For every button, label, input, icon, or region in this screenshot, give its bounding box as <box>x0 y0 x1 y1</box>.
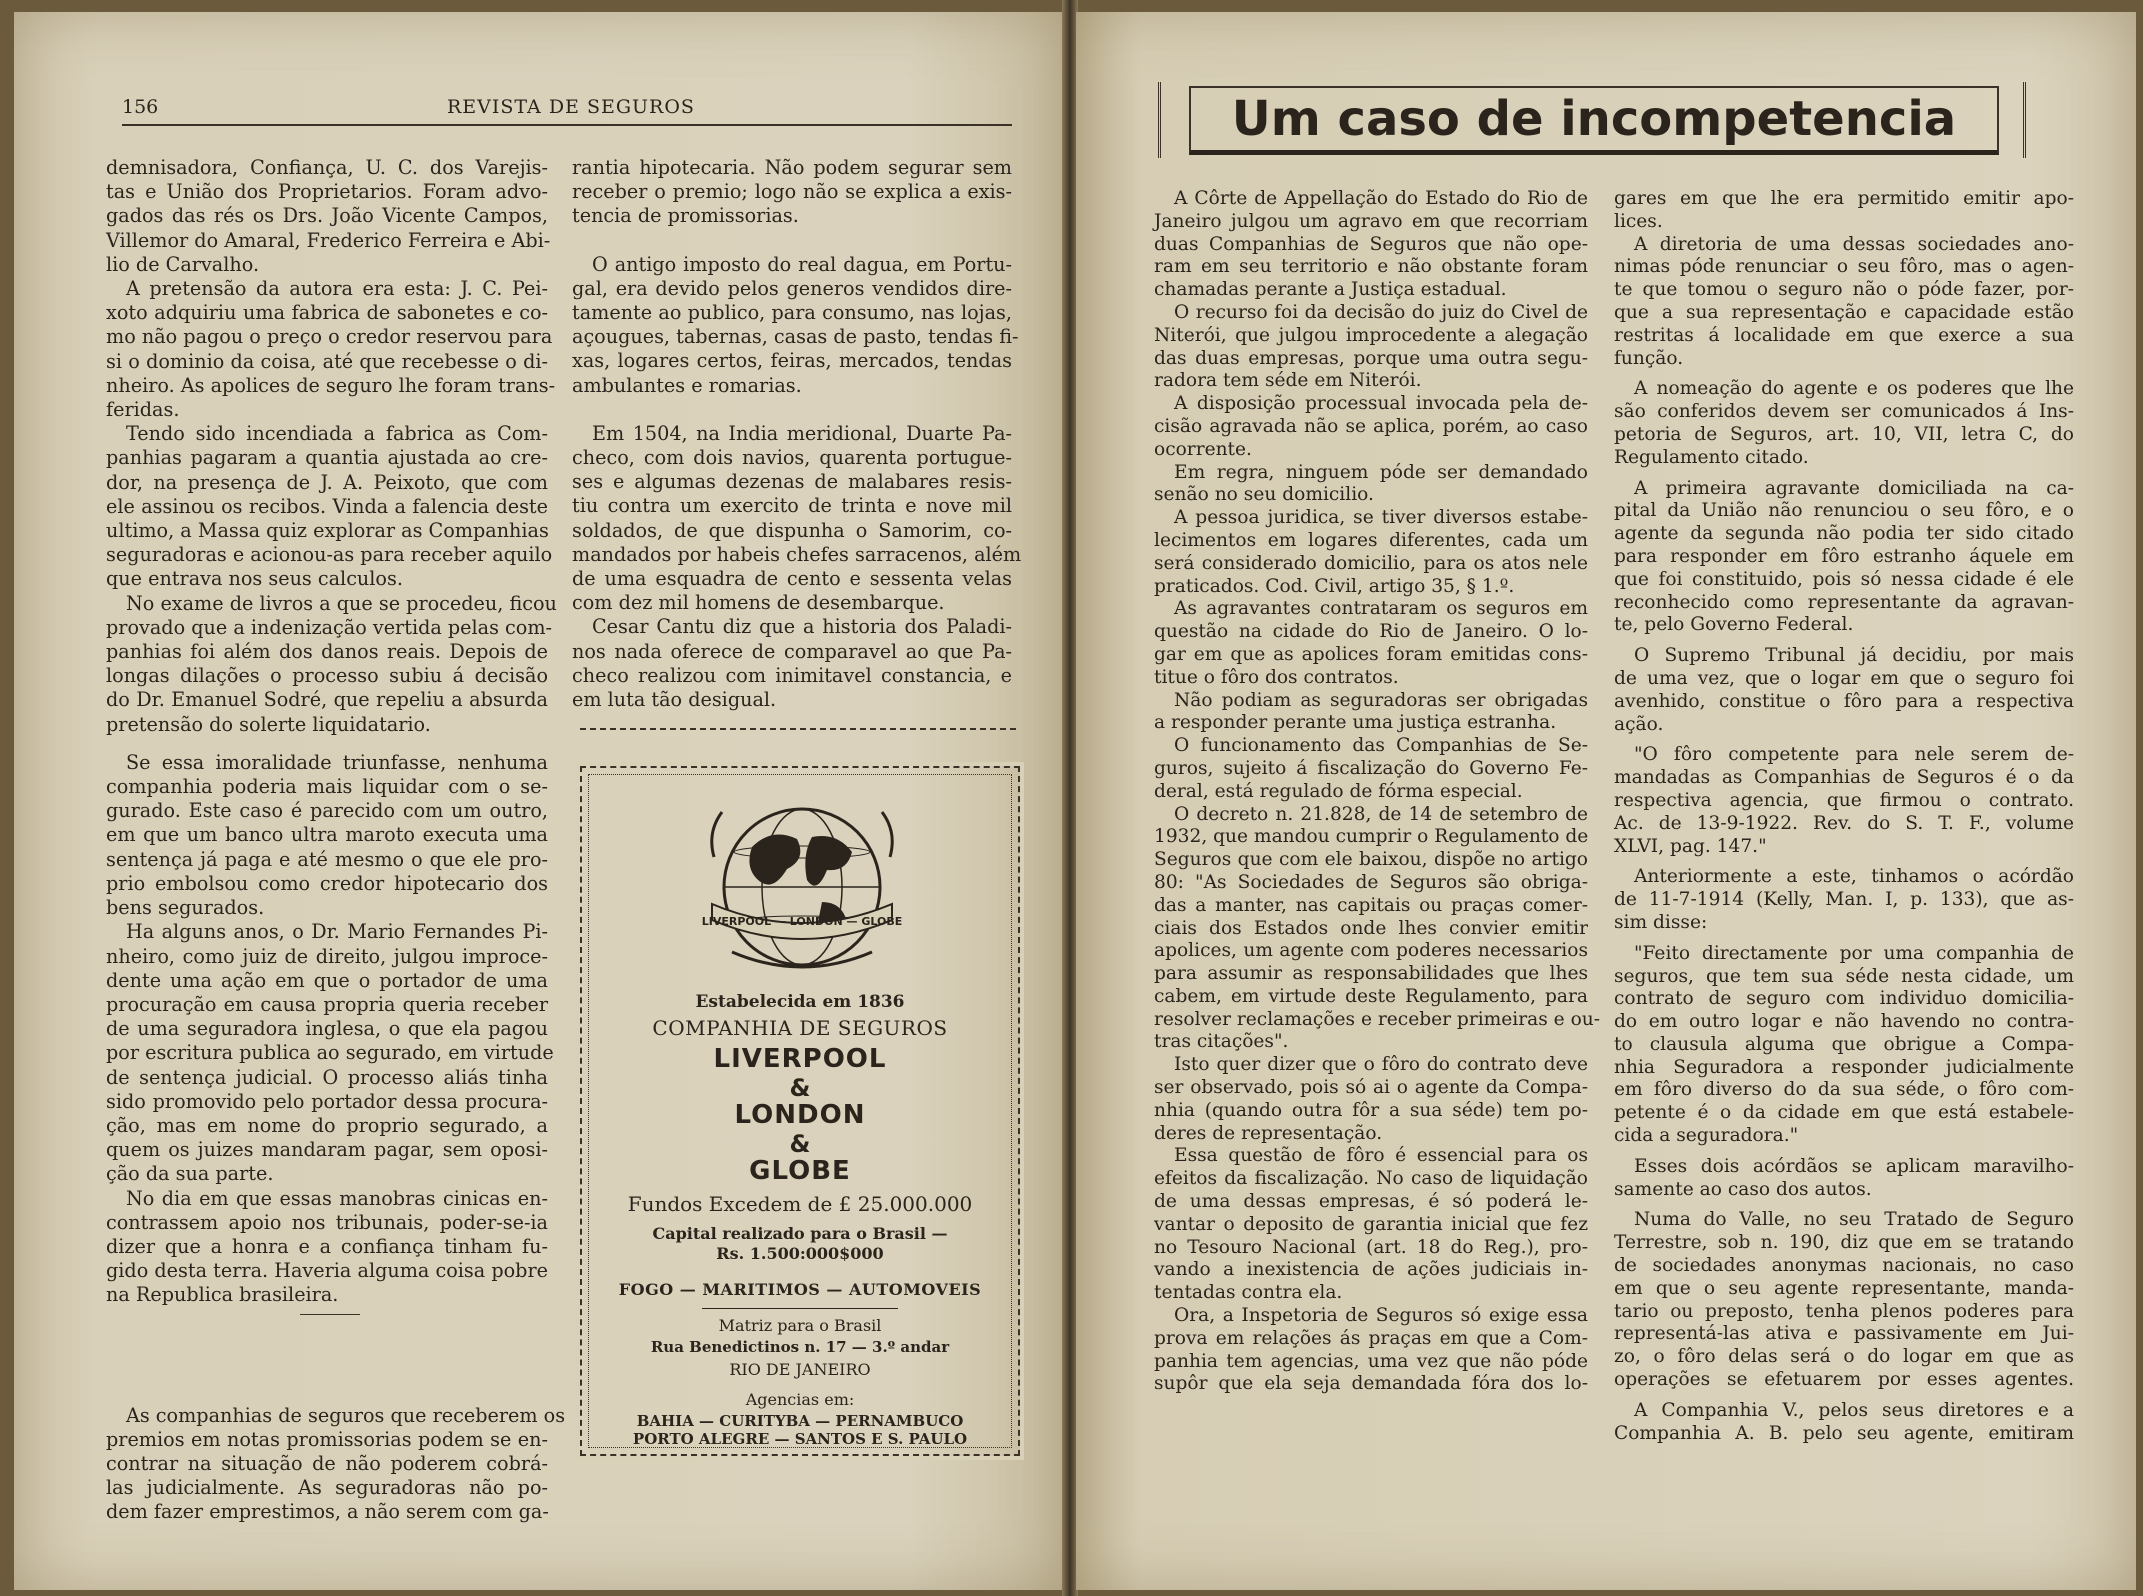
text-line: gido desta terra. Haveria alguma coisa pobre <box>106 1259 548 1283</box>
text-line: que a sua representação e capacidade estão <box>1614 301 2074 323</box>
article-title-box <box>1158 82 2026 158</box>
text-line: operações se efetuarem por esses agentes. <box>1614 1369 2074 1391</box>
text-line: titue o fôro dos contratos. <box>1154 666 1399 688</box>
text-line: tencia de promissorias. <box>572 204 799 228</box>
text-line: procuração em causa propria queria receber <box>106 992 548 1016</box>
text-line: avenhido, constitue o fôro para a respectiva <box>1614 690 2074 712</box>
text-line: to clausula alguma que obrigue a Compa- <box>1614 1033 2074 1055</box>
text-line: ultimo, a Massa quiz explorar as Companhias <box>106 519 549 543</box>
advertisement-box <box>580 766 1020 1456</box>
text-line: O Supremo Tribunal já decidiu, por mais <box>1634 645 2074 667</box>
text-line: Essa questão de fôro é essencial para os <box>1174 1145 1588 1167</box>
text-line: pital da União não renunciou o seu fôro, e o <box>1614 500 2074 522</box>
text-line: gal, era devido pelos generos vendidos dire- <box>572 276 1012 300</box>
text-line: Se essa imoralidade triunfasse, nenhuma <box>126 750 548 774</box>
text-line: em fôro diverso do da sua séde, o fôro com- <box>1614 1079 2074 1101</box>
text-line: Ha alguns anos, o Dr. Mario Fernandes Pi- <box>126 920 548 944</box>
text-line: No exame de livros a que se procedeu, ficou <box>126 591 557 615</box>
text-line: sido promovido pelo portador dessa procura- <box>106 1089 548 1113</box>
ad-rule <box>702 1308 898 1309</box>
text-line: dizer que a honra e a confiança tinham fu- <box>106 1234 548 1258</box>
text-line: tiu contra um exercito de trinta e nove mil <box>572 494 1012 518</box>
text-line: gados das rés os Drs. João Vicente Campos, <box>106 204 548 228</box>
text-line: no Tesouro Nacional (art. 18 do Reg.), pro- <box>1154 1236 1588 1258</box>
text-line: "Feito directamente por uma companhia de <box>1634 942 2074 964</box>
short-rule <box>300 1314 360 1315</box>
text-line: "O fôro competente para nele serem de- <box>1634 744 2074 766</box>
article-title: Um caso de incompetencia <box>1189 86 1999 155</box>
text-line: panhia tem agencias, uma vez que não póde <box>1154 1350 1588 1372</box>
text-line: A Côrte de Appellação do Estado do Rio de <box>1174 188 1588 209</box>
text-line: No dia em que essas manobras cinicas en- <box>126 1186 548 1210</box>
ad-ampersand-1: & <box>789 1074 811 1102</box>
text-line: ção da sua parte. <box>106 1162 274 1186</box>
text-line: cisão agravada não se aplica, porém, ao caso <box>1154 415 1588 437</box>
text-line: Villemor do Amaral, Frederico Ferreira e Abi- <box>106 228 551 252</box>
text-line: provado que a indenização vertida pelas com- <box>106 615 553 639</box>
text-line: xas, logares certos, feiras, mercados, tendas <box>572 349 1012 373</box>
text-line: si o dominio da coisa, até que recebesse o di- <box>106 349 548 373</box>
text-line: contrato de seguro com individuo domicilia- <box>1614 988 2074 1010</box>
text-line: gurado. Este caso é parecido com um outro, <box>106 799 548 823</box>
text-line: senão no seu domicilio. <box>1154 484 1374 506</box>
text-line: mandados por habeis chefes sarracenos, além <box>572 542 1022 566</box>
text-line: função. <box>1614 347 1684 369</box>
text-line: radora tem séde em Niterói. <box>1154 370 1422 392</box>
page-number: 156 <box>122 96 159 118</box>
text-line: supôr que ela seja demandada fóra dos lo- <box>1154 1373 1588 1395</box>
text-line: petente é o da cidade em que está estabele- <box>1614 1102 2074 1124</box>
running-title: REVISTA DE SEGUROS <box>447 96 695 118</box>
text-line: vando a inexistencia de ações judiciais in- <box>1154 1259 1588 1281</box>
text-line: nheiro, como juiz de direito, julgou improce- <box>106 944 548 968</box>
text-line: ser observado, pois só ai o agente da Compa- <box>1154 1077 1588 1099</box>
ad-address: Rua Benedictinos n. 17 — 3.º andar <box>650 1338 950 1356</box>
text-line: gar em que as apolices foram emitidas cons- <box>1154 643 1588 665</box>
text-line: em que o seu agente representante, manda- <box>1614 1277 2074 1299</box>
text-line: Anteriormente a este, tinhamos o acórdão <box>1634 866 2074 888</box>
text-line: nos nada oferece de comparavel ao que Pa- <box>572 639 1012 663</box>
text-line: A diretoria de uma dessas sociedades ano- <box>1634 233 2074 255</box>
text-line: premios em notas promissorias podem se en- <box>106 1427 548 1451</box>
text-line: Regulamento citado. <box>1614 446 1809 468</box>
text-line: por escritura publica ao segurado, em virtude <box>106 1041 554 1065</box>
text-line: A disposição processual invocada pela de- <box>1174 393 1588 415</box>
ad-city: RIO DE JANEIRO <box>729 1360 871 1379</box>
text-line: de uma vez, que o logar em que o seguro foi <box>1614 667 2074 689</box>
text-line: para responder em fôro estranho áquele em <box>1614 545 2074 567</box>
text-line: tentadas contra ela. <box>1154 1282 1343 1304</box>
text-line: em luta tão desigual. <box>572 688 777 712</box>
text-line: feridas. <box>106 398 180 422</box>
text-line: samente ao caso dos autos. <box>1614 1178 1872 1200</box>
text-line: resolver reclamações e receber primeiras e ou- <box>1154 1008 1601 1030</box>
text-line: reconhecido como representante da agravan- <box>1614 591 2074 613</box>
text-line: Ora, a Inspetoria de Seguros só exige essa <box>1174 1305 1588 1327</box>
ad-agencies-label: Agencias em: <box>745 1390 855 1409</box>
text-line: A pretensão da autora era esta: J. C. Pei- <box>126 277 548 301</box>
text-line: Janeiro julgou um agravo em que recorriam <box>1154 210 1588 232</box>
text-line: Isto quer dizer que o fôro do contrato deve <box>1174 1054 1588 1076</box>
text-line: a responder perante uma justiça estranha. <box>1154 712 1557 734</box>
text-line: te, pelo Governo Federal. <box>1614 614 1854 636</box>
text-line: vantar o deposito de garantia inicial que fez <box>1154 1213 1588 1235</box>
text-line: A primeira agravante domiciliada na ca- <box>1634 477 2074 499</box>
text-line: do Dr. Emanuel Sodré, que repeliu a absurda <box>106 688 548 712</box>
text-line: O antigo imposto do real dagua, em Portu- <box>592 252 1012 276</box>
text-line: restritas á localidade em que exerce a sua <box>1614 324 2074 346</box>
text-line: das duas empresas, porque uma outra segu- <box>1154 347 1588 369</box>
text-line: que entrava nos seus calculos. <box>106 567 403 591</box>
text-line: de uma esquadra de cento e sessenta velas <box>572 567 1012 591</box>
text-line: nimas póde renunciar o seu fôro, mas o agen- <box>1614 256 2074 278</box>
globe-emblem-icon <box>692 792 912 982</box>
right-column-1 <box>1154 188 1601 1396</box>
text-line: tamente ao publico, para consumo, nas lojas, <box>572 301 1012 325</box>
left-column-2 <box>572 156 1022 712</box>
text-line: demnisadora, Confiança, U. C. dos Varejis- <box>106 156 548 179</box>
text-line: cida a seguradora." <box>1614 1125 1799 1147</box>
text-line: panhias pagaram a quantia ajustada ao cre- <box>106 446 548 470</box>
text-line: A Companhia V., pelos seus diretores e a <box>1634 1399 2074 1421</box>
text-line: praticados. Cod. Civil, artigo 35, § 1.º. <box>1154 575 1515 597</box>
text-line: pretensão do solerte liquidatario. <box>106 712 431 736</box>
text-line: do em outro logar e não havendo no contra- <box>1614 1011 2074 1033</box>
text-line: na Republica brasileira. <box>106 1283 339 1307</box>
text-line: de uma dessas empresas, é só poderá le- <box>1154 1191 1588 1213</box>
text-line: contrassem apoio nos tribunais, poder-se-ia <box>106 1210 548 1234</box>
text-line: de sociedades anonymas nacionais, no caso <box>1614 1255 2074 1277</box>
text-line: gares em que lhe era permitido emitir apo- <box>1614 188 2074 209</box>
text-line: checo realizou com inimitavel constancia, e <box>572 663 1012 687</box>
text-line: Ac. de 13-9-1922. Rev. do S. T. F., volume <box>1614 812 2074 834</box>
ad-company: COMPANHIA DE SEGUROS <box>652 1016 948 1040</box>
right-column-2 <box>1614 188 2074 1445</box>
running-head <box>122 96 1012 126</box>
text-line: agente da segunda não podia ter sido citado <box>1614 523 2074 545</box>
text-line: será considerado domicilio, para os atos nele <box>1154 552 1588 574</box>
globe-band-text: LIVERPOOL — LONDON — GLOBE <box>701 915 903 928</box>
text-line: cabem, em virtude deste Regulamento, para <box>1154 985 1588 1007</box>
ad-name-liverpool: LIVERPOOL <box>713 1044 887 1074</box>
text-line: de 11-7-1914 (Kelly, Man. I, p. 133), que as- <box>1614 889 2074 911</box>
text-line: O recurso foi da decisão do juiz do Civel de <box>1174 301 1588 323</box>
text-line: petoria de Seguros, art. 10, VII, letra C, do <box>1614 423 2074 445</box>
text-line: As agravantes contrataram os seguros em <box>1174 598 1588 620</box>
text-line: seguros, que tem sua séde nesta cidade, um <box>1614 965 2074 987</box>
text-line: ciais dos Estados onde lhes convier emitir <box>1154 917 1588 939</box>
text-line: nhia Seguradora a responder judicialmente <box>1614 1056 2074 1078</box>
ad-hq: Matriz para o Brasil <box>718 1316 882 1335</box>
text-line: sentença já paga e até mesmo o que ele pro- <box>106 847 548 871</box>
text-line: Terrestre, sob n. 190, diz que em se tratando <box>1614 1232 2074 1254</box>
text-line: prova em relações ás praças em que a Com- <box>1154 1327 1588 1349</box>
text-line: nheiro. As apolices de seguro lhe foram trans- <box>106 373 556 397</box>
text-line: quem os juizes mandaram pagar, sem oposi- <box>106 1138 548 1162</box>
text-line: soldados, de que dispunha o Samorim, co- <box>572 518 1012 542</box>
ad-name-globe: GLOBE <box>749 1156 851 1186</box>
text-line: tras citações". <box>1154 1031 1289 1053</box>
text-line: xoto adquiriu uma fabrica de sabonetes e co- <box>106 301 548 325</box>
ad-capital-line1: Capital realizado para o Brasil — <box>652 1224 948 1243</box>
text-line: 1932, que mandou cumprir o Regulamento de <box>1154 826 1589 848</box>
text-line: chamadas perante a Justiça estadual. <box>1154 279 1507 301</box>
text-line: longas dilações o processo subiu á decisão <box>106 664 548 688</box>
ad-ampersand-2: & <box>789 1130 811 1158</box>
text-line: Numa do Valle, no seu Tratado de Seguro <box>1634 1209 2074 1231</box>
text-line: ambulantes e romarias. <box>572 373 802 397</box>
text-line: rantia hipotecaria. Não podem segurar sem <box>572 156 1012 179</box>
text-line: para assumir as responsabilidades que lhes <box>1154 963 1588 985</box>
text-line: contrar na situação de não poderem cobrá- <box>106 1451 548 1475</box>
text-line: respectiva agencia, que firmou o contrato. <box>1614 789 2074 811</box>
text-line: lices. <box>1614 210 1663 232</box>
text-line: tario ou preposto, tenha plenos poderes para <box>1614 1300 2074 1322</box>
text-line: são conferidos devem ser comunicados á Ins- <box>1614 401 2074 423</box>
text-line: As companhias de seguros que receberem os <box>126 1403 566 1427</box>
text-line: las judicialmente. As seguradoras não po- <box>106 1476 548 1500</box>
text-line: dor, na presença de J. A. Peixoto, que com <box>106 470 548 494</box>
text-line: deral, está regulado de fórma especial. <box>1154 780 1523 802</box>
text-line: ram em seu territorio e não obstante foram <box>1154 256 1588 278</box>
ad-agencies-line1: BAHIA — CURITYBA — PERNAMBUCO <box>636 1412 964 1430</box>
ad-name-london: LONDON <box>734 1100 866 1130</box>
ad-branches: FOGO — MARITIMOS — AUTOMOVEIS <box>618 1280 982 1299</box>
text-line: dem fazer emprestimos, a não serem com ga- <box>106 1500 549 1524</box>
text-line: Tendo sido incendiada a fabrica as Com- <box>126 422 548 446</box>
left-column-1 <box>106 156 566 1525</box>
text-line: panhias foi além dos danos reais. Depois de <box>106 640 548 664</box>
text-line: duas Companhias de Seguros que não ope- <box>1154 233 1588 255</box>
text-line: zo, o fôro delas será o do logar em que as <box>1614 1346 2074 1368</box>
text-line: bens segurados. <box>106 896 265 920</box>
text-line: prio embolsou como credor hipotecario dos <box>106 871 548 895</box>
text-line: ses e algumas dezenas de malabares resis- <box>572 470 1012 494</box>
text-line: Cesar Cantu diz que a historia dos Paladi- <box>592 615 1012 639</box>
text-line: Não podiam as seguradoras ser obrigadas <box>1174 689 1588 711</box>
text-line: 80: "As Sociedades de Seguros são obriga- <box>1154 871 1588 893</box>
text-line: dente uma ação em que o portador de uma <box>106 968 548 992</box>
text-line: de sentença judicial. O processo aliás tinha <box>106 1065 548 1089</box>
text-line: ção, mas em nome do proprio segurado, a <box>106 1113 548 1137</box>
text-line: ele assinou os recibos. Vinda a falencia deste <box>106 494 548 518</box>
text-line: mo não pagou o preço o credor reservou para <box>106 325 553 349</box>
text-line: Em regra, ninguem póde ser demandado <box>1174 461 1588 483</box>
text-line: tas e União dos Proprietarios. Foram advo- <box>106 180 548 204</box>
text-line: te que tomou o seguro não o póde fazer, por- <box>1614 279 2074 301</box>
text-line: A nomeação do agente e os poderes que lhe <box>1634 378 2074 400</box>
text-line: XLVI, pag. 147." <box>1614 835 1767 857</box>
text-line: O decreto n. 21.828, de 14 de setembro de <box>1174 803 1588 825</box>
ad-agencies-line2: PORTO ALEGRE — SANTOS E S. PAULO <box>632 1430 968 1448</box>
ad-established: Estabelecida em 1836 <box>695 992 905 1012</box>
text-line: efeitos da fiscalização. No caso de liquidação <box>1154 1168 1588 1190</box>
text-line: das a manter, nas capitais ou praças comer- <box>1154 894 1588 916</box>
ad-capital-line2: Rs. 1.500:000$000 <box>716 1244 884 1263</box>
text-line: de uma seguradora inglesa, o que ela pagou <box>106 1017 548 1041</box>
text-line: representá-las ativa e passivamente em Jui- <box>1614 1323 2074 1345</box>
text-line: ocorrente. <box>1154 438 1252 460</box>
text-line: apolices, um agente com poderes necessarios <box>1154 940 1588 962</box>
text-line: questão na cidade do Rio de Janeiro. O lo- <box>1154 621 1588 643</box>
text-line: com dez mil homens de desembarque. <box>572 591 945 615</box>
text-line: Seguros que com ele baixou, dispõe no artigo <box>1154 849 1588 871</box>
text-line: checo, com dois navios, quarenta portugue- <box>572 446 1012 470</box>
text-line: sim disse: <box>1614 911 1708 933</box>
text-line: nhia (quando outra fôr a sua séde) tem po- <box>1154 1099 1588 1121</box>
text-line: Esses dois acórdãos se aplicam maravilho- <box>1634 1155 2074 1177</box>
text-line: ação. <box>1614 713 1664 735</box>
text-line: lio de Carvalho. <box>106 252 260 276</box>
text-line: deres de representação. <box>1154 1122 1383 1144</box>
text-line: açougues, tabernas, casas de pasto, tendas fi- <box>572 325 1019 349</box>
text-line: guros, sujeito á fiscalização do Governo Fe- <box>1154 757 1588 779</box>
text-line: seguradoras e acionou-as para receber aquilo <box>106 543 553 567</box>
text-line: Companhia A. B. pelo seu agente, emitiram <box>1614 1422 2074 1444</box>
text-line: O funcionamento das Companhias de Se- <box>1174 735 1588 757</box>
text-line: Em 1504, na India meridional, Duarte Pa- <box>592 421 1012 445</box>
text-line: que foi constituido, pois só nessa cidade é ele <box>1614 568 2074 590</box>
text-line: mandadas as Companhias de Seguros é o da <box>1614 767 2074 789</box>
section-divider <box>580 728 1016 730</box>
text-line: em que um banco ultra maroto executa uma <box>106 823 548 847</box>
ad-funds: Fundos Excedem de £ 25.000.000 <box>627 1192 973 1216</box>
text-line: receber o premio; logo não se explica a exis- <box>572 180 1012 204</box>
text-line: lecimentos em logares diferentes, cada um <box>1154 529 1588 551</box>
text-line: Niterói, que julgou improcedente a alegação <box>1154 324 1588 346</box>
text-line: companhia poderia mais liquidar com o se- <box>106 775 548 799</box>
text-line: A pessoa juridica, se tiver diversos estabe- <box>1174 507 1588 529</box>
